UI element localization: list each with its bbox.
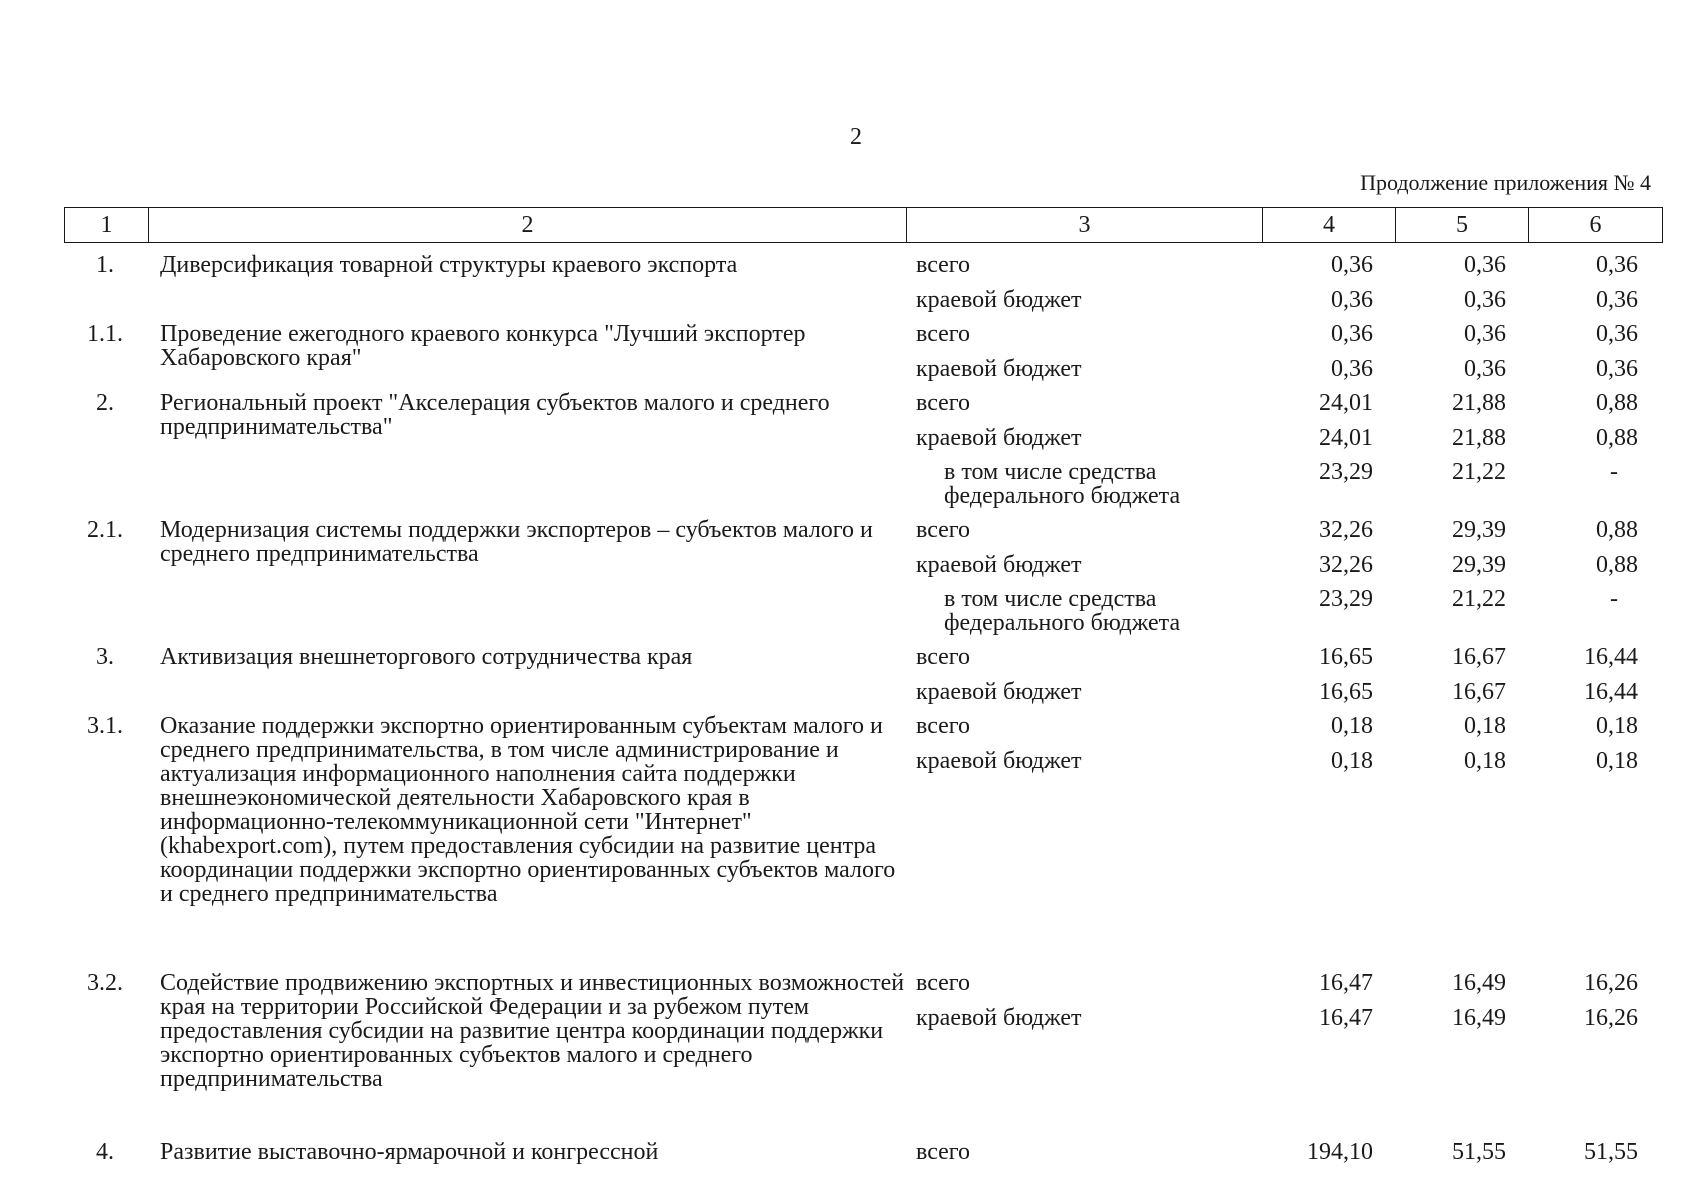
funding-source: в том числе средства федерального бюджета xyxy=(944,586,1181,636)
row-name: Развитие выставочно-ярмарочной и конгрессной xyxy=(160,1139,659,1165)
values-column xyxy=(1262,316,1662,385)
funding-source-column xyxy=(906,247,1262,316)
value-year-col-6: 0,88 xyxy=(1596,390,1638,416)
value-year-col-4: 23,29 xyxy=(1319,586,1373,612)
value-year-col-4: 16,65 xyxy=(1319,644,1373,670)
row-number: 3.2. xyxy=(87,970,123,996)
value-year-col-4: 0,18 xyxy=(1331,713,1373,739)
row-number: 2. xyxy=(96,390,114,416)
funding-source: всего xyxy=(916,517,971,543)
funding-source-column xyxy=(906,639,1262,708)
values-column xyxy=(1262,708,1662,965)
value-year-col-4: 16,47 xyxy=(1319,1004,1373,1031)
value-year-col-6: 0,88 xyxy=(1596,517,1638,543)
values-column xyxy=(1262,639,1662,708)
funding-source: краевой бюджет xyxy=(916,551,1082,578)
funding-source: краевой бюджет xyxy=(916,747,1082,774)
value-year-col-6: 0,88 xyxy=(1596,424,1638,451)
value-year-col-5: 21,88 xyxy=(1452,424,1506,451)
value-year-col-5: 16,67 xyxy=(1452,644,1506,670)
value-year-col-4: 0,18 xyxy=(1331,747,1373,774)
column-number-header xyxy=(64,207,1663,243)
funding-source: всего xyxy=(916,321,971,347)
row-name: Проведение ежегодного краевого конкурса "Лучший экспортер Хабаровского края" xyxy=(160,321,806,371)
table-row xyxy=(64,316,1662,385)
value-year-col-4: 0,36 xyxy=(1331,252,1373,278)
table-row xyxy=(64,708,1662,965)
row-number: 3.1. xyxy=(87,713,123,739)
values-column xyxy=(1262,1134,1662,1169)
row-number: 1.1. xyxy=(87,321,123,347)
value-year-col-4: 0,36 xyxy=(1331,355,1373,382)
value-year-col-4: 24,01 xyxy=(1319,390,1373,416)
value-year-col-4: 194,10 xyxy=(1307,1139,1373,1165)
funding-source: всего xyxy=(916,713,971,739)
value-year-col-6: 51,55 xyxy=(1584,1139,1638,1165)
row-name: Региональный проект "Акселерация субъектов малого и среднего предпринимательства" xyxy=(160,390,830,440)
appendix-continuation-label: Продолжение приложения № 4 xyxy=(1360,170,1651,195)
table-row xyxy=(64,965,1662,1134)
row-name: Активизация внешнеторгового сотрудничества края xyxy=(160,644,693,670)
value-year-col-5: 29,39 xyxy=(1452,517,1506,543)
row-name: Диверсификация товарной структуры краевого экспорта xyxy=(160,252,738,278)
value-year-col-4: 23,29 xyxy=(1319,459,1373,485)
funding-source: всего xyxy=(916,970,971,996)
value-year-col-5: 0,36 xyxy=(1464,321,1506,347)
value-year-col-5: 16,67 xyxy=(1452,678,1506,705)
funding-source: краевой бюджет xyxy=(916,1004,1082,1031)
header-col-4: 4 xyxy=(1263,208,1396,243)
value-year-col-4: 0,36 xyxy=(1331,321,1373,347)
table-row xyxy=(64,385,1662,512)
funding-source: всего xyxy=(916,252,971,278)
row-number: 1. xyxy=(96,252,114,278)
header-col-3: 3 xyxy=(907,208,1263,243)
header-col-6: 6 xyxy=(1529,208,1663,243)
table-row xyxy=(64,1134,1662,1169)
value-year-col-6: 0,36 xyxy=(1596,286,1638,313)
value-year-col-6: 0,18 xyxy=(1596,713,1638,739)
value-year-col-5: 51,55 xyxy=(1452,1139,1506,1165)
funding-source-column xyxy=(906,1134,1262,1169)
value-year-col-4: 32,26 xyxy=(1319,517,1373,543)
values-column xyxy=(1262,512,1662,639)
row-name: Содействие продвижению экспортных и инвестиционных возможностей края на территории Российской Федерации и за рубежом путем предоставления субсидии на развитие центра координации поддержки экспортно ориентированных субъектов малого и среднего предпринимательства xyxy=(160,970,905,1092)
row-name: Оказание поддержки экспортно ориентированным субъектам малого и среднего предпринимательства, в том числе администрирование и актуализация информационного наполнения сайта поддержки внешнеэкономической деятельности Хабаровского края в информационно-телекоммуникационной сети "Интернет" (khabexport.com), путем предоставления субсидии на развитие центра координации поддержки экспортно ориентированных субъектов малого и среднего предпринимательства xyxy=(160,713,896,907)
value-year-col-6: 16,26 xyxy=(1584,1004,1638,1031)
funding-source-column xyxy=(906,708,1262,965)
funding-source: краевой бюджет xyxy=(916,678,1082,705)
value-year-col-6: 16,44 xyxy=(1584,644,1638,670)
funding-source: краевой бюджет xyxy=(916,424,1082,451)
values-column xyxy=(1262,965,1662,1134)
value-year-col-4: 16,47 xyxy=(1319,970,1373,996)
funding-source: краевой бюджет xyxy=(916,355,1082,382)
value-year-col-6: 16,26 xyxy=(1584,970,1638,996)
value-year-col-5: 16,49 xyxy=(1452,970,1506,996)
row-number: 3. xyxy=(96,644,114,670)
value-year-col-6: 0,18 xyxy=(1596,747,1638,774)
value-year-col-6: - xyxy=(1610,459,1618,485)
budget-table-body xyxy=(64,247,1662,1169)
funding-source: всего xyxy=(916,390,971,416)
value-year-col-5: 21,22 xyxy=(1452,459,1506,485)
row-number: 2.1. xyxy=(87,517,123,543)
table-row xyxy=(64,639,1662,708)
row-name: Модернизация системы поддержки экспортеров – субъектов малого и среднего предпринимательства xyxy=(160,517,873,567)
value-year-col-6: 0,88 xyxy=(1596,551,1638,578)
value-year-col-6: 0,36 xyxy=(1596,355,1638,382)
value-year-col-4: 16,65 xyxy=(1319,678,1373,705)
value-year-col-4: 0,36 xyxy=(1331,286,1373,313)
value-year-col-6: 0,36 xyxy=(1596,321,1638,347)
value-year-col-5: 0,36 xyxy=(1464,252,1506,278)
funding-source-column xyxy=(906,316,1262,385)
table-row xyxy=(64,247,1662,316)
values-column xyxy=(1262,247,1662,316)
values-column xyxy=(1262,385,1662,512)
header-col-1: 1 xyxy=(65,208,149,243)
funding-source: всего xyxy=(916,644,971,670)
value-year-col-6: - xyxy=(1610,586,1618,612)
value-year-col-5: 0,36 xyxy=(1464,355,1506,382)
value-year-col-5: 16,49 xyxy=(1452,1004,1506,1031)
value-year-col-5: 0,18 xyxy=(1464,713,1506,739)
header-col-2: 2 xyxy=(149,208,907,243)
value-year-col-4: 24,01 xyxy=(1319,424,1373,451)
funding-source: краевой бюджет xyxy=(916,286,1082,313)
value-year-col-6: 0,36 xyxy=(1596,252,1638,278)
page-number: 2 xyxy=(850,124,862,150)
funding-source-column xyxy=(906,512,1262,639)
funding-source-column xyxy=(906,965,1262,1134)
value-year-col-5: 21,22 xyxy=(1452,586,1506,612)
value-year-col-5: 0,18 xyxy=(1464,747,1506,774)
funding-source-column xyxy=(906,385,1262,512)
value-year-col-5: 0,36 xyxy=(1464,286,1506,313)
value-year-col-5: 21,88 xyxy=(1452,390,1506,416)
funding-source: всего xyxy=(916,1139,971,1165)
funding-source: в том числе средства федерального бюджета xyxy=(944,459,1181,509)
row-number: 4. xyxy=(96,1139,114,1165)
value-year-col-4: 32,26 xyxy=(1319,551,1373,578)
table-row xyxy=(64,512,1662,639)
value-year-col-6: 16,44 xyxy=(1584,678,1638,705)
header-col-5: 5 xyxy=(1396,208,1529,243)
value-year-col-5: 29,39 xyxy=(1452,551,1506,578)
